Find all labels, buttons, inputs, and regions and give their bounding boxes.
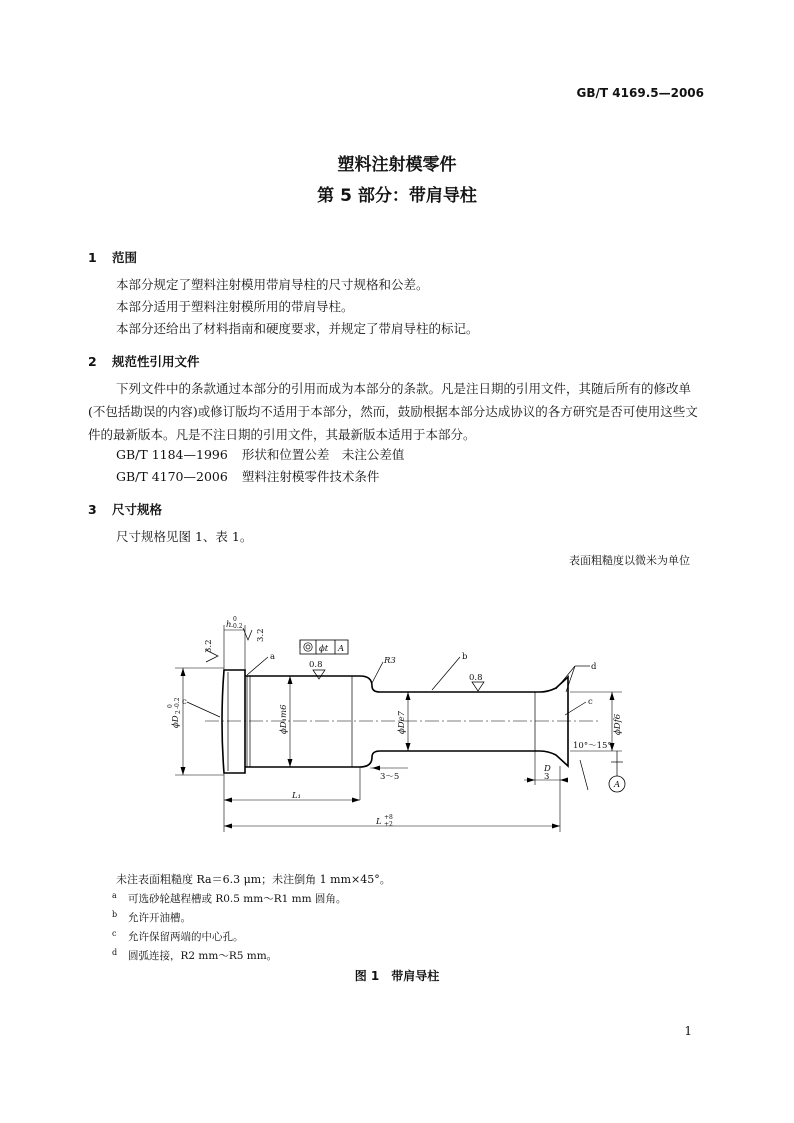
roughness-left: 3.2 [204,639,214,653]
h-lower-tolerance: -0.2 [231,623,243,630]
footnote-d-mark: d [112,948,118,957]
d-right-dimension: ϕDf6 [613,713,623,735]
section-1-heading [88,248,137,266]
d2-dimension: ϕD [171,715,181,728]
section-2-heading [88,352,200,370]
section-1-number: 1 [88,250,97,265]
footnote-c-text: 允许保留两端的中心孔。 [128,931,244,943]
h-upper-tolerance: 0 [233,616,237,623]
roughness-right: 0.8 [469,673,483,683]
label-b: b [462,652,468,662]
standard-code: GB/T 4169.5—2006 [576,86,704,100]
footnote-a [112,891,346,906]
h-dimension: h [226,620,232,630]
section-1-para-2: 本部分适用于塑料注射模所用的带肩导柱。 [116,299,354,314]
chamfer-d-label: D [544,764,551,774]
footnote-a-mark: a [112,891,117,900]
tolerance-datum: A [338,644,345,654]
section-3-number: 3 [88,502,97,517]
footnote-b-mark: b [112,910,118,919]
label-d: d [591,662,597,672]
unit-note: 表面粗糙度以微米为单位 [569,554,690,567]
angle-label: 10°～15° [573,741,612,751]
l1-dimension: L₁ [292,791,302,801]
reference-1 [116,443,404,466]
length-3-5: 3～5 [380,772,400,782]
chamfer-3-label: 3 [544,772,550,782]
part-outline [222,670,568,773]
section-3-paragraph: 尺寸规格见图 1、表 1。 [116,529,253,544]
roughness-symbols [206,628,484,691]
datum-a-label: A [614,780,621,790]
title-line-1: 塑料注射模零件 [337,155,457,175]
r3-label: R3 [384,656,396,666]
roughness-mid: 0.8 [309,660,323,670]
label-c-right: c [588,697,593,707]
section-3-heading [88,500,162,518]
section-3-title: 尺寸规格 [112,502,163,517]
l-upper-tolerance: +8 [384,814,393,821]
shoulder-head [222,670,245,773]
footnote-a-text: 可选砂轮越程槽或 R0.5 mm～R1 mm 圆角。 [128,893,347,905]
figure-note: 未注表面粗糙度 Ra＝6.3 μm；未注倒角 1 mm×45°。 [116,873,391,886]
label-a: a [270,652,276,662]
section-2-paragraph: 下列文件中的条款通过本部分的引用而成为本部分的条款。凡是注日期的引用文件，其随后所有的修改单(不包括勘误的内容)或修订版均不适用于本部分，然而，鼓励根据本部分达成协议的各方研究是否可使用这些文件的最新版本。凡是不注日期的引用文件，其最新版本适用于本部分。 [88,381,698,442]
reference-1-code: GB/T 1184—1996 [116,447,228,462]
reference-2-title: 塑料注射模零件技术条件 [241,469,380,484]
drawing-labels [167,616,623,828]
section-2-title: 规范性引用文件 [112,354,200,369]
guide-pillar-drawing [150,605,650,845]
title-line-2: 第 5 部分：带肩导柱 [317,186,477,206]
d2-upper-tolerance: 0 [167,704,174,708]
section-1-para-1: 本部分规定了塑料注射模用带肩导柱的尺寸规格和公差。 [116,277,429,292]
page-number: 1 [684,1024,692,1038]
coaxiality-icon [304,643,312,651]
l-lower-tolerance: +2 [384,821,393,828]
l-dimension: L [376,817,382,827]
reference-1-title: 形状和位置公差 未注公差值 [241,447,405,462]
section-1-title: 范围 [112,250,138,265]
reference-2-code: GB/T 4170—2006 [116,469,228,484]
d2-lower-tolerance: -0.2 [174,697,181,709]
d-mid-dimension: ϕDe7 [397,710,407,734]
roughness-top: 3.2 [256,628,266,642]
footnote-b [112,910,191,925]
footnote-d [112,948,277,963]
figure-caption: 图 1 带肩导柱 [354,969,440,983]
section-2-number: 2 [88,354,97,369]
detail-lines [228,672,535,771]
d2-subscript: 2 [175,710,182,714]
d1-dimension: ϕD₁m6 [279,704,289,734]
section-1-para-3: 本部分还给出了材料指南和硬度要求，并规定了带肩导柱的标记。 [116,321,479,336]
footnote-c-mark: c [112,929,117,938]
footnote-c [112,929,244,944]
label-c-left: c [182,697,187,707]
footnote-d-text: 圆弧连接，R2 mm～R5 mm。 [128,950,278,962]
reference-2 [116,465,379,488]
footnote-b-text: 允许开油槽。 [128,912,191,924]
tolerance-value: ϕt [319,644,329,654]
